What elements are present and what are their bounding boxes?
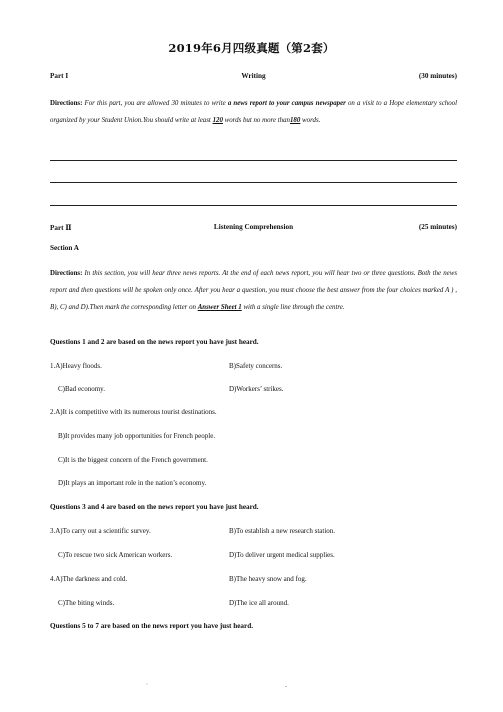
option-1d: D)Workers’ strikes. — [229, 385, 284, 393]
answer-sheet-ref: Answer Sheet 1 — [197, 304, 242, 311]
option-4c: C)The biting winds. — [58, 599, 115, 607]
question-group-heading: Questions 1 and 2 are based on the news report you have just heard. — [50, 338, 259, 346]
writing-line — [50, 160, 457, 161]
writing-line — [50, 205, 457, 206]
option-3b: B)To establish a new research station. — [229, 527, 336, 535]
directions-label: Directions: — [50, 100, 83, 107]
directions-text: with a single line through the centre. — [241, 304, 345, 311]
option-4b: B)The heavy snow and fog. — [229, 575, 307, 583]
part1-name: Writing — [241, 72, 266, 80]
option-2a: 2.A)It is competitive with its numerous tourist destinations. — [50, 408, 217, 416]
option-3d: D)To deliver urgent medical supplies. — [229, 551, 335, 559]
option-4a: 4.A)The darkness and cold. — [50, 575, 128, 583]
task-emphasis: a news report to your campus newspaper — [227, 100, 346, 107]
part1-time: (30 minutes) — [418, 72, 457, 80]
option-2c: C)It is the biggest concern of the French government. — [58, 456, 208, 464]
option-4d: D)The ice all around. — [229, 599, 289, 607]
option-1c: C)Bad economy. — [58, 385, 105, 393]
part2-label: Part Ⅱ — [50, 224, 72, 232]
directions-text: words but no more than — [222, 117, 290, 124]
max-words: 180 — [289, 117, 301, 124]
directions-text: on a visit to a Hope elementary school organized by your Student Union.You should write at least — [50, 100, 457, 124]
part2-directions — [50, 265, 457, 316]
part2-time: (25 minutes) — [418, 223, 457, 231]
part2-header — [50, 223, 457, 235]
page-title: 2019年6月四级真题（第2套） — [168, 41, 335, 55]
part1-label: Part I — [50, 72, 69, 80]
directions-label: Directions: — [50, 270, 83, 277]
part1-directions — [50, 95, 457, 129]
option-3a: 3.A)To carry out a scientific survey. — [50, 527, 151, 535]
section-heading: Section A — [50, 244, 79, 252]
option-2d: D)It plays an important role in the nation’s economy. — [58, 479, 207, 487]
directions-text: In this section, you will hear three news reports. At the end of each news report, you will hear two or three questions. Both the news report and then questions will be spoken only once. After you hear a question, you must choose the best answer from the four choices marked A ) , B), C) and D).Then mark the corresponding letter on — [50, 270, 457, 311]
footer-mark-left: ` — [146, 684, 148, 690]
option-3c: C)To rescue two sick American workers. — [58, 551, 173, 559]
writing-line — [50, 182, 457, 183]
option-1a: 1.A)Heavy floods. — [50, 362, 102, 370]
option-2b: B)It provides many job opportunities for French people. — [58, 432, 216, 440]
part1-header — [50, 72, 457, 84]
directions-text: words. — [300, 117, 321, 124]
directions-text: For this part, you are allowed 30 minutes to write — [84, 100, 228, 107]
question-group-heading: Questions 3 and 4 are based on the news report you have just heard. — [50, 503, 259, 511]
part2-name: Listening Comprehension — [213, 223, 294, 231]
option-1b: B)Safety concerns. — [229, 362, 283, 370]
min-words: 120 — [212, 117, 223, 124]
question-group-heading: Questions 5 to 7 are based on the news report you have just heard. — [50, 622, 253, 630]
footer-mark-right: - — [285, 684, 287, 690]
